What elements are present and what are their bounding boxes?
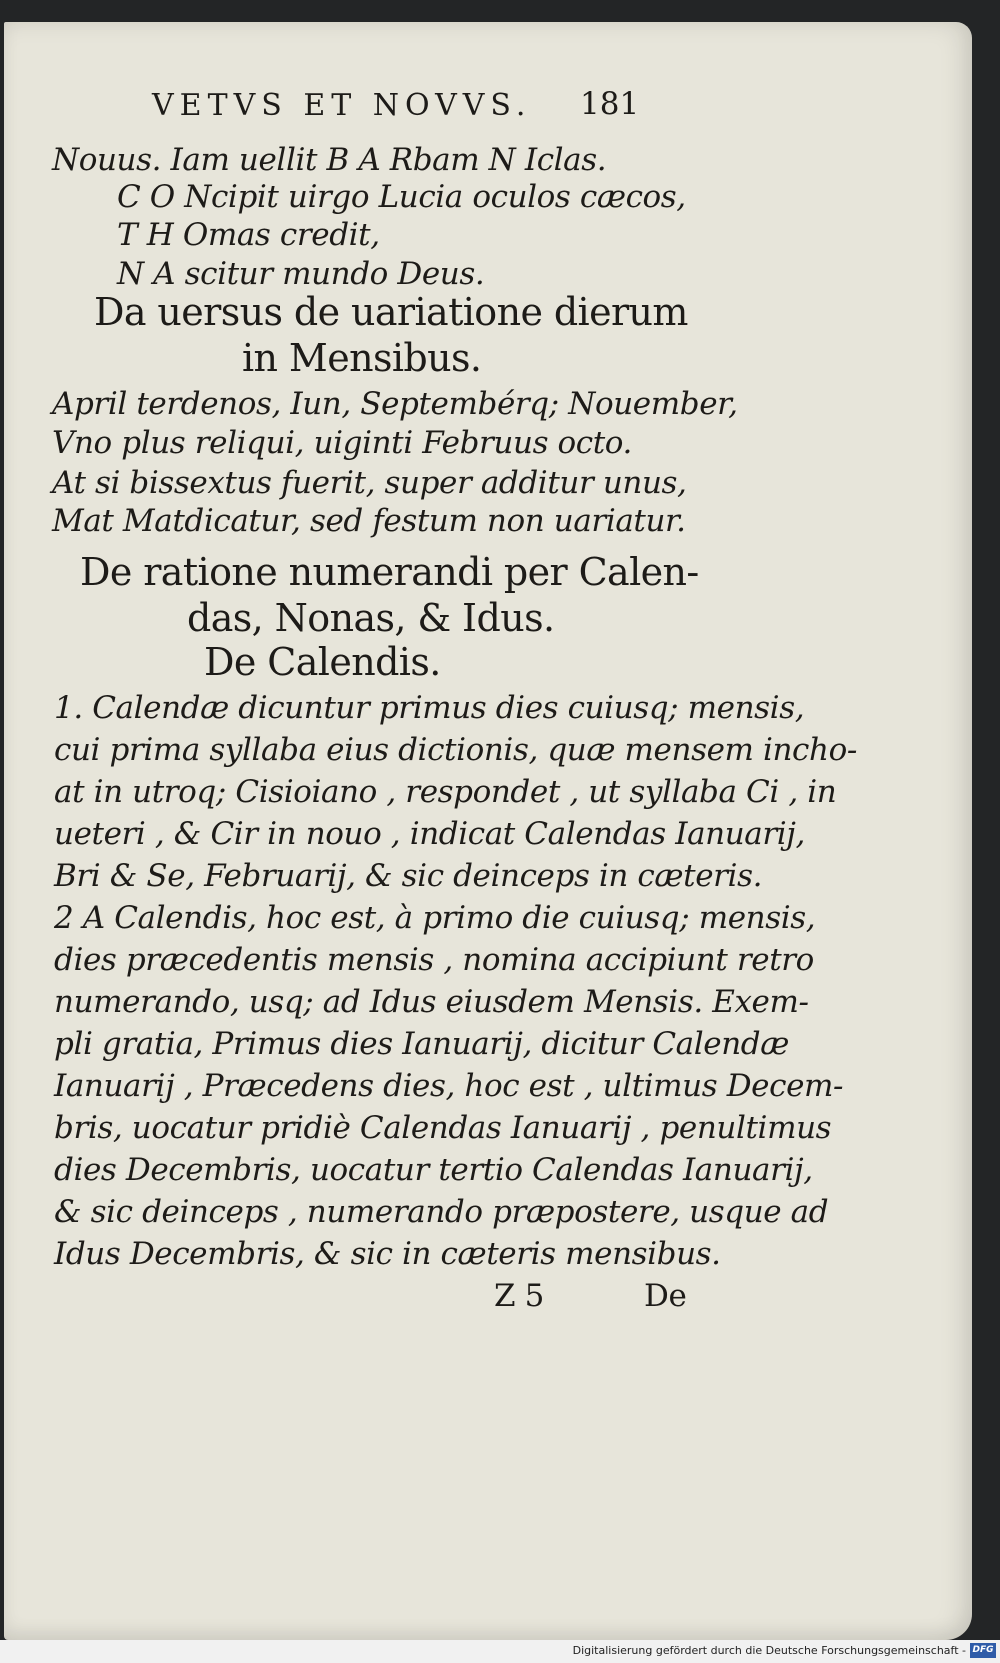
verse-line: Mat Matdicatur, sed festum non uariatur.: [52, 503, 686, 539]
paragraph-line: 1. Calendæ dicuntur primus dies cuiusq; mensis,: [54, 690, 805, 726]
paragraph-line: cui prima syllaba eius dictionis, quæ mensem incho-: [54, 732, 857, 768]
verse-line: N A scitur mundo Deus.: [117, 256, 485, 292]
running-head: VETVS ET NOVVS.: [152, 88, 532, 123]
verse-line: T H Omas credit,: [117, 217, 380, 253]
paragraph-line: dies Decembris, uocatur tertio Calendas Ianuarij,: [54, 1152, 813, 1188]
verse-line: Vno plus reliqui, uiginti Februus octo.: [52, 425, 632, 461]
footer-bar: [0, 1640, 1000, 1663]
subsection-heading: De Calendis.: [204, 640, 441, 684]
signature-mark: Z 5: [494, 1278, 544, 1314]
verse-line: Nouus. Iam uellit B A Rbam N Iclas.: [52, 142, 607, 178]
section-heading: De ratione numerandi per Calen-: [80, 550, 699, 594]
footer-credit: Digitalisierung gefördert durch die Deutsche Forschungsgemeinschaft -: [572, 1644, 966, 1657]
page-number: 181: [580, 86, 640, 122]
paragraph-line: ueteri , & Cir in nouo , indicat Calendas Ianuarij,: [54, 816, 805, 852]
paragraph-line: numerando, usq; ad Idus eiusdem Mensis. Exem-: [54, 984, 809, 1020]
paragraph-line: & sic deinceps , numerando præpostere, usque ad: [54, 1194, 829, 1230]
paragraph-line: pli gratia, Primus dies Ianuarij, dicitur Calendæ: [54, 1026, 789, 1062]
catchword: De: [644, 1278, 687, 1314]
section-heading: in Mensibus.: [242, 336, 482, 380]
dfg-logo-icon: DFG: [970, 1643, 996, 1658]
paragraph-line: Ianuarij , Præcedens dies, hoc est , ultimus Decem-: [54, 1068, 844, 1104]
verse-line: At si bissextus fuerit, super additur unus,: [52, 465, 687, 501]
paragraph-line: dies præcedentis mensis , nomina accipiunt retro: [54, 942, 814, 978]
verse-line: April terdenos, Iun, Septembérq; Nouember,: [52, 386, 738, 422]
book-page: [4, 22, 972, 1640]
verse-line: C O Ncipit uirgo Lucia oculos cæcos,: [117, 179, 686, 215]
section-heading: das, Nonas, & Idus.: [187, 596, 555, 640]
paragraph-line: Idus Decembris, & sic in cæteris mensibus.: [54, 1236, 721, 1272]
paragraph-line: at in utroq; Cisioiano , respondet , ut syllaba Ci , in: [54, 774, 837, 810]
section-heading: Da uersus de uariatione dierum: [94, 290, 688, 334]
paragraph-line: Bri & Se, Februarij, & sic deinceps in cæteris.: [54, 858, 763, 894]
paragraph-line: bris, uocatur pridiè Calendas Ianuarij , penultimus: [54, 1110, 832, 1146]
paragraph-line: 2 A Calendis, hoc est, à primo die cuiusq; mensis,: [54, 900, 816, 936]
